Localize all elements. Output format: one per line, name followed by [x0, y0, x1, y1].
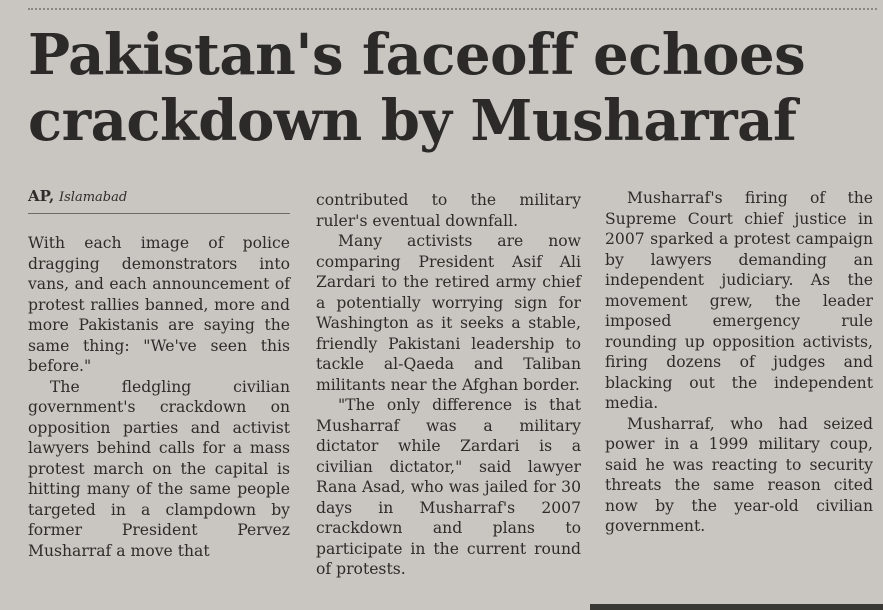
paragraph: Musharraf's firing of the Supreme Court chief justice in 2007 sparked a protest campaign by lawyers demanding an independent judiciary. As the movement grew, the leader imposed emergency rule rounding up opposition activists, firing dozens of judges and blacking out the independent media. — [605, 189, 873, 412]
headline — [28, 22, 878, 154]
byline — [28, 186, 290, 214]
headline-line-2: crackdown by Musharraf — [28, 88, 797, 154]
page-edge-shadow — [590, 604, 883, 610]
paragraph: contributed to the military ruler's eventual downfall. — [316, 191, 581, 230]
column-3 — [605, 188, 873, 537]
paragraph: Musharraf, who had seized power in a 1999 military coup, said he was reacting to security threats the same reason cited now by the year-old civilian government. — [605, 414, 873, 535]
byline-place: Islamabad — [59, 190, 128, 205]
paragraph: Many activists are now comparing President Asif Ali Zardari to the retired army chief a potentially worrying sign for Washington as it seeks a stable, friendly Pakistani leadership to tackle al-Qaeda and Taliban militants near the Afghan border. — [316, 232, 581, 394]
paragraph: "The only difference is that Musharraf was a military dictator while Zardari is a civilian dictator," said lawyer Rana Asad, who was jailed for 30 days in Musharraf's 2007 crackdown and plans to participate in the current round of protests. — [316, 396, 581, 578]
headline-line-1: Pakistan's faceoff echoes — [28, 22, 806, 88]
byline-agency: AP, — [28, 187, 55, 205]
paragraph: With each image of police dragging demonstrators into vans, and each announcement of protest rallies banned, more and more Pakistanis are saying the same thing: "We've seen this before." — [28, 234, 290, 375]
paragraph: The fledgling civilian government's crackdown on opposition parties and activist lawyers behind calls for a mass protest march on the capital is hitting many of the same people targeted in a clampdown by former President Pervez Musharraf a move that — [28, 377, 290, 560]
top-dotted-rule — [28, 8, 877, 10]
column-1 — [28, 186, 290, 561]
column-2 — [316, 190, 581, 580]
